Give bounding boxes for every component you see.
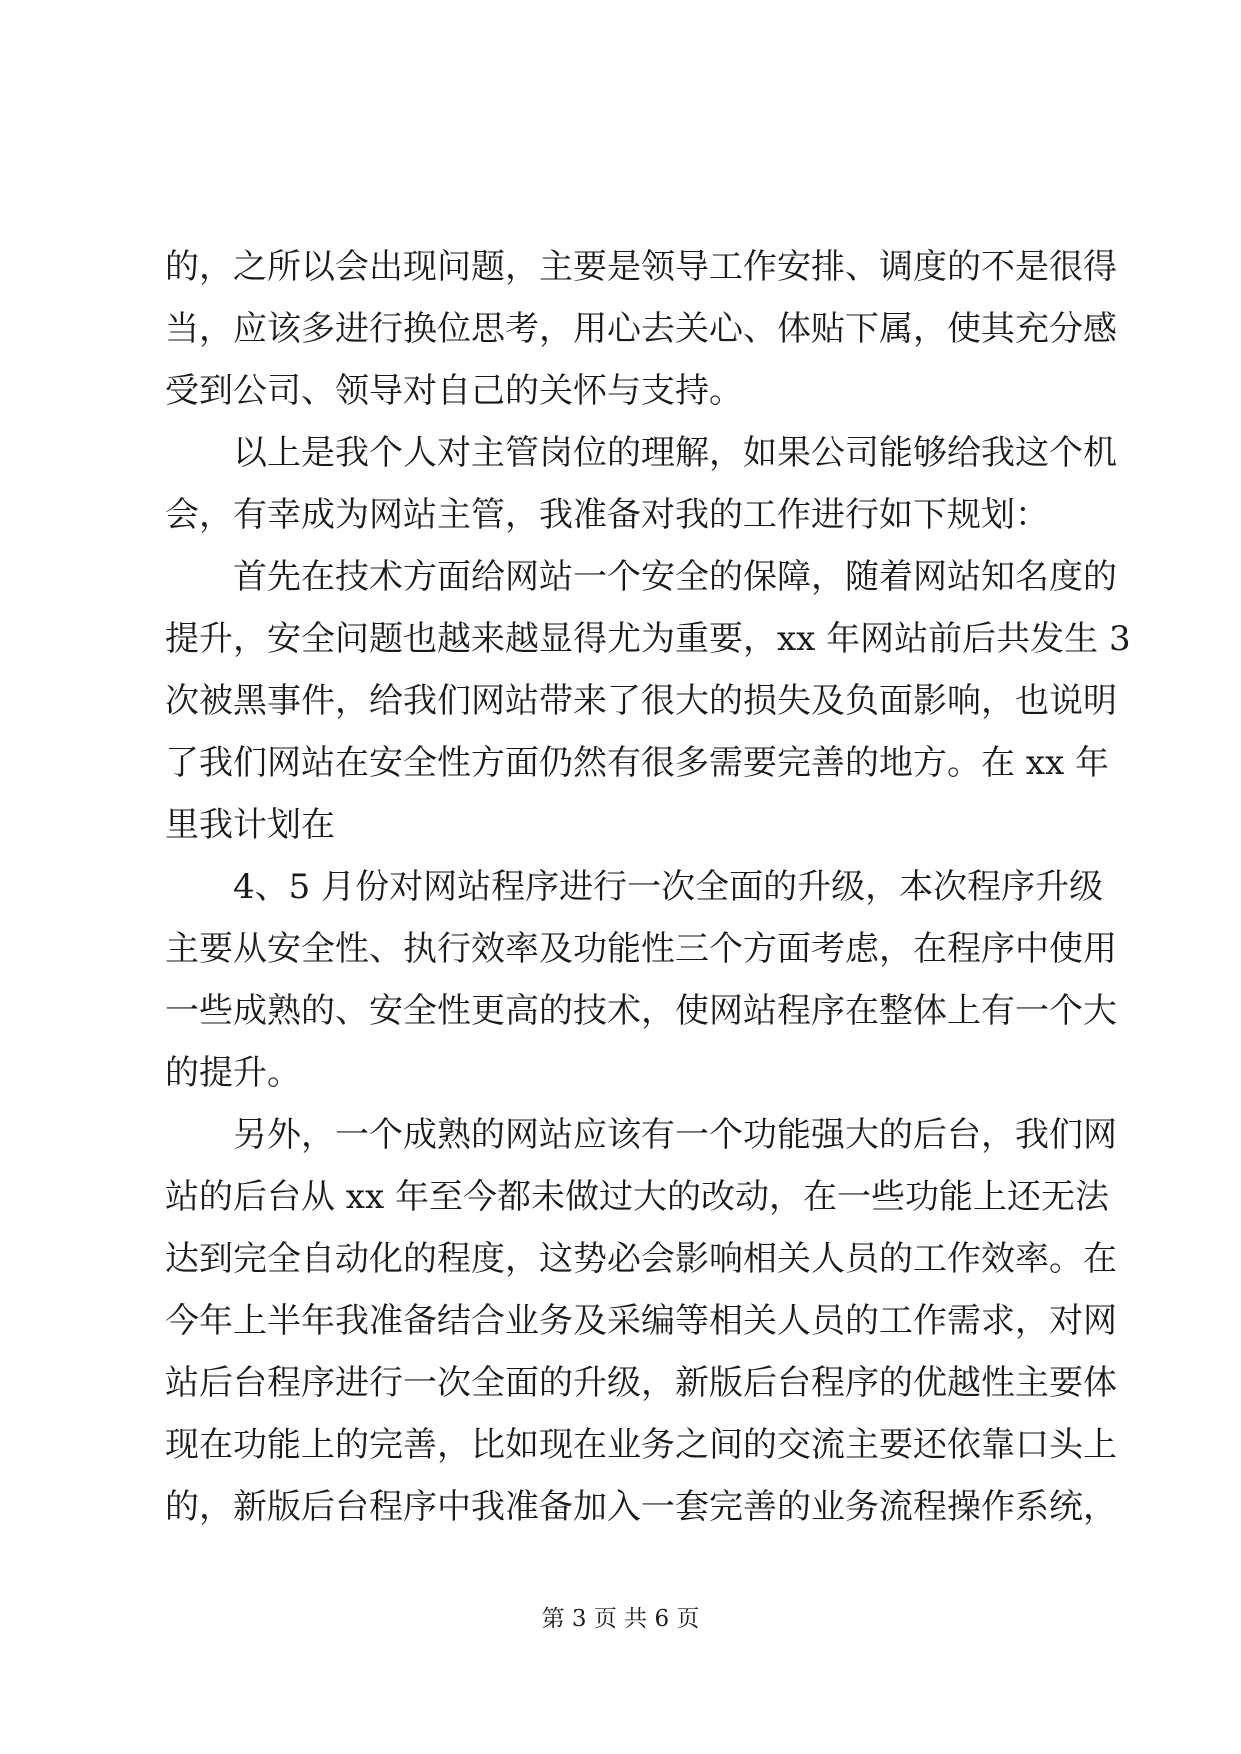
text-line: 现在功能上的完善，比如现在业务之间的交流主要还依靠口头上 — [165, 1425, 1117, 1465]
paragraph-5 — [165, 1104, 1117, 1538]
text-line: 首先在技术方面给网站一个安全的保障，随着网站知名度的 — [233, 557, 1117, 597]
text-line: 当，应该多进行换位思考，用心去关心、体贴下属，使其充分感 — [165, 309, 1117, 349]
text-line: 站的后台从 xx 年至今都未做过大的改动，在一些功能上还无法 — [165, 1177, 1109, 1217]
text-line: 会，有幸成为网站主管，我准备对我的工作进行如下规划： — [165, 495, 1049, 535]
paragraph-4 — [165, 856, 1117, 1104]
page-footer: 第 3 页 共 6 页 — [541, 1606, 700, 1632]
text-line: 达到完全自动化的程度，这势必会影响相关人员的工作效率。在 — [165, 1239, 1117, 1279]
paragraph-2 — [165, 422, 1117, 546]
text-line: 以上是我个人对主管岗位的理解，如果公司能够给我这个机 — [233, 433, 1117, 473]
document-body — [165, 236, 1131, 1538]
text-line: 一些成熟的、安全性更高的技术，使网站程序在整体上有一个大 — [165, 991, 1117, 1031]
text-line: 提升，安全问题也越来越显得尤为重要，xx 年网站前后共发生 3 — [165, 619, 1131, 659]
text-line: 站后台程序进行一次全面的升级，新版后台程序的优越性主要体 — [165, 1363, 1117, 1403]
paragraph-1 — [165, 236, 1117, 422]
text-line: 里我计划在 — [165, 805, 335, 845]
text-line: 4、5 月份对网站程序进行一次全面的升级，本次程序升级 — [233, 867, 1104, 907]
text-line: 另外，一个成熟的网站应该有一个功能强大的后台，我们网 — [233, 1115, 1117, 1155]
text-line: 的，之所以会出现问题，主要是领导工作安排、调度的不是很得 — [165, 247, 1117, 287]
paragraph-3 — [165, 546, 1131, 856]
text-line: 的提升。 — [165, 1053, 301, 1093]
text-line: 的，新版后台程序中我准备加入一套完善的业务流程操作系统， — [165, 1487, 1117, 1527]
text-line: 今年上半年我准备结合业务及采编等相关人员的工作需求，对网 — [165, 1301, 1117, 1341]
text-line: 次被黑事件，给我们网站带来了很大的损失及负面影响，也说明 — [165, 681, 1117, 721]
text-line: 主要从安全性、执行效率及功能性三个方面考虑，在程序中使用 — [165, 929, 1117, 969]
text-line: 受到公司、领导对自己的关怀与支持。 — [165, 371, 743, 411]
text-line: 了我们网站在安全性方面仍然有很多需要完善的地方。在 xx 年 — [165, 743, 1109, 783]
